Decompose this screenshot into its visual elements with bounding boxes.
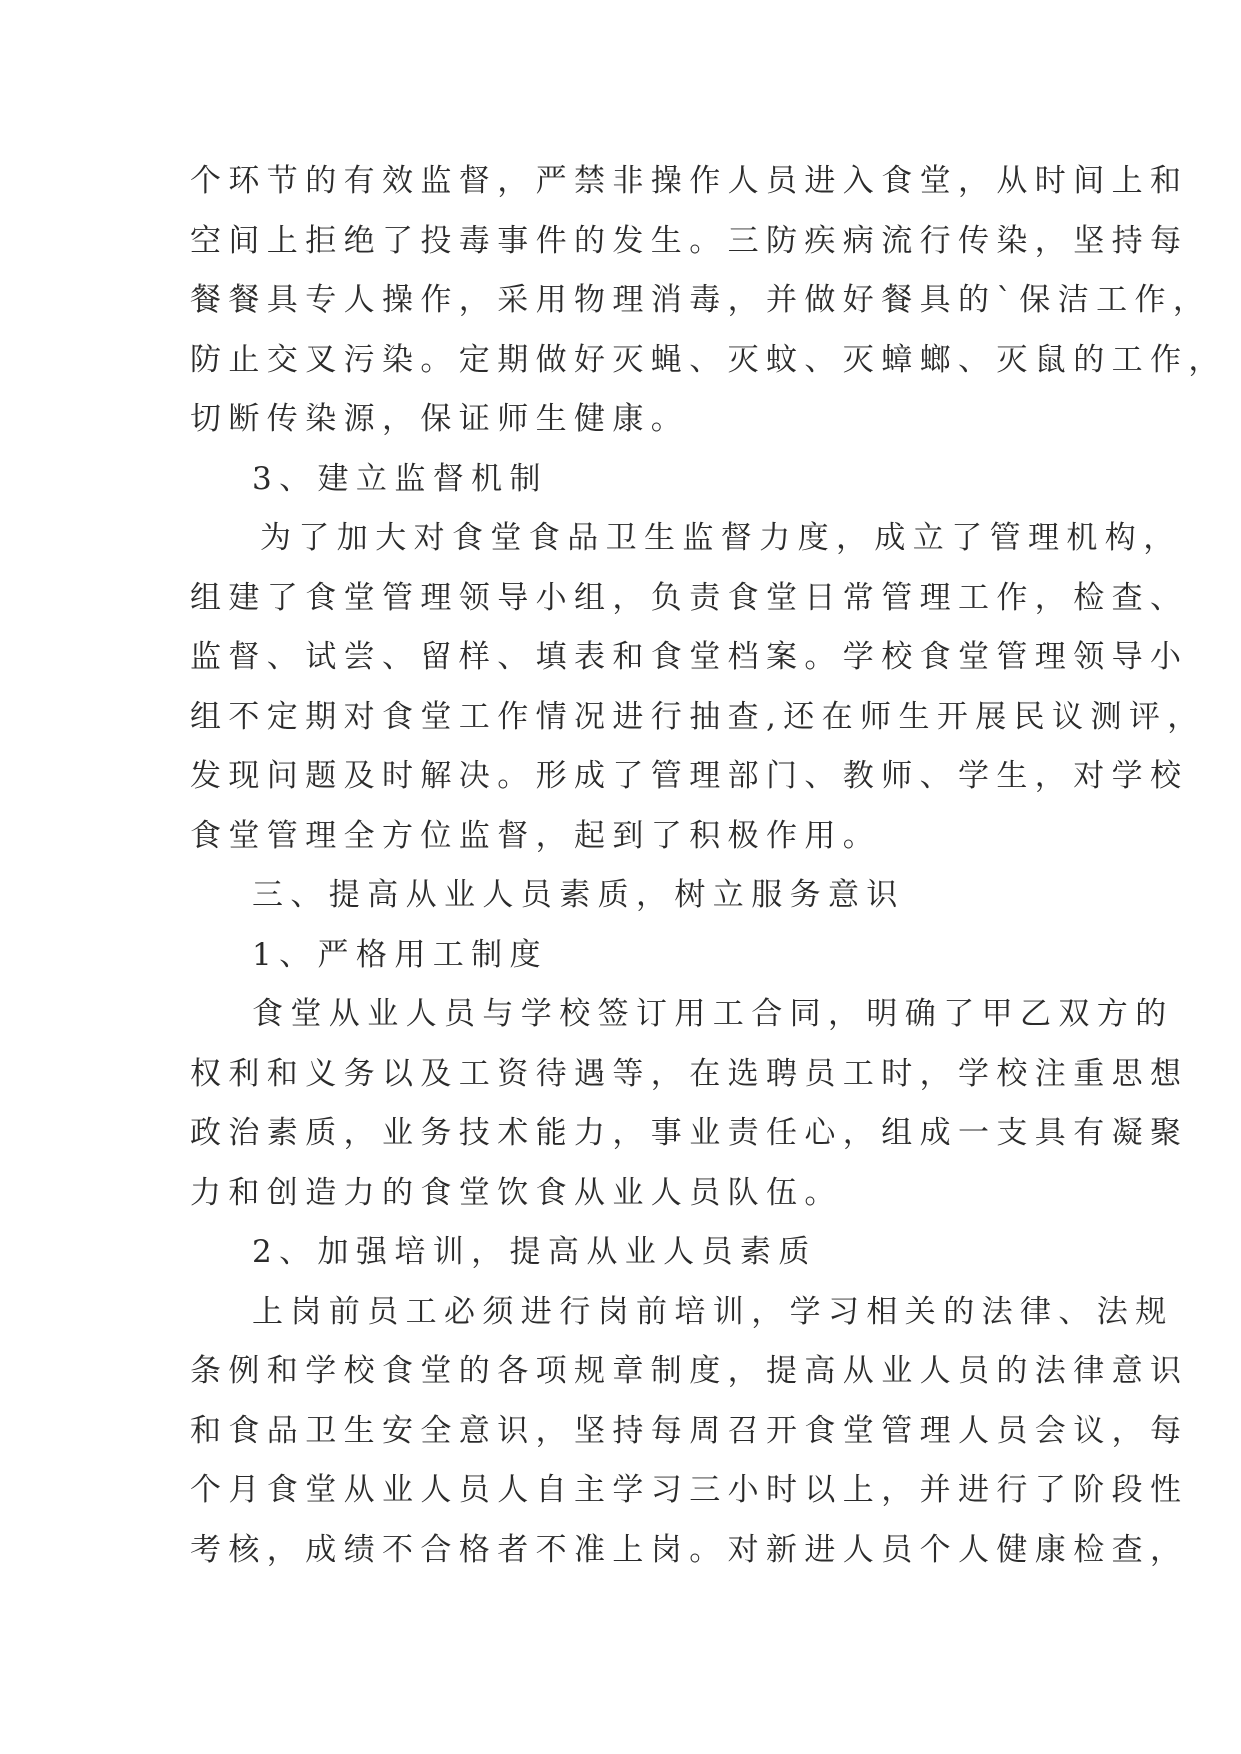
text-line: 食堂管理全方位监督，起到了积极作用。	[190, 817, 882, 854]
text-line: 考核，成绩不合格者不准上岗。对新进人员个人健康检查，	[190, 1531, 1189, 1568]
text-line: 组建了食堂管理领导小组，负责食堂日常管理工作，检查、	[190, 579, 1189, 616]
paragraph-first-line: 为了加大对食堂食品卫生监督力度，成立了管理机构，	[260, 520, 1182, 556]
text-line: 个环节的有效监督，严禁非操作人员进入食堂，从时间上和	[190, 163, 1189, 199]
section-heading: 3、建立监督机制	[252, 460, 548, 497]
text-line: 权利和义务以及工资待遇等，在选聘员工时，学校注重思想	[190, 1055, 1189, 1092]
text-line: 监督、试尝、留样、填表和食堂档案。学校食堂管理领导小	[190, 639, 1189, 675]
text-line: 组不定期对食堂工作情况进行抽查,还在师生开展民议测评，	[190, 698, 1206, 735]
text-line: 餐餐具专人操作，采用物理消毒，并做好餐具的`保洁工作，	[190, 282, 1212, 318]
section-heading: 1、严格用工制度	[252, 936, 548, 973]
text-line: 防止交叉污染。定期做好灭蝇、灭蚊、灭蟑螂、灭鼠的工作，	[190, 341, 1227, 378]
paragraph-first-line: 上岗前员工必须进行岗前培训，学习相关的法律、法规	[252, 1293, 1174, 1330]
text-line: 个月食堂从业人员人自主学习三小时以上，并进行了阶段性	[190, 1472, 1189, 1508]
text-line: 条例和学校食堂的各项规章制度，提高从业人员的法律意识	[190, 1353, 1189, 1389]
document-body	[190, 152, 1227, 1580]
text-line: 政治素质，业务技术能力，事业责任心，组成一支具有凝聚	[190, 1115, 1189, 1151]
text-line: 切断传染源，保证师生健康。	[190, 401, 690, 437]
text-line: 发现问题及时解决。形成了管理部门、教师、学生，对学校	[190, 758, 1189, 794]
text-line: 和食品卫生安全意识，坚持每周召开食堂管理人员会议，每	[190, 1412, 1189, 1449]
text-line: 空间上拒绝了投毒事件的发生。三防疾病流行传染，坚持每	[190, 222, 1189, 259]
chapter-heading: 三、提高从业人员素质，树立服务意识	[252, 877, 905, 913]
section-heading: 2、加强培训，提高从业人员素质	[252, 1234, 817, 1270]
text-line: 力和创造力的食堂饮食从业人员队伍。	[190, 1174, 843, 1211]
paragraph-first-line: 食堂从业人员与学校签订用工合同，明确了甲乙双方的	[252, 996, 1174, 1032]
